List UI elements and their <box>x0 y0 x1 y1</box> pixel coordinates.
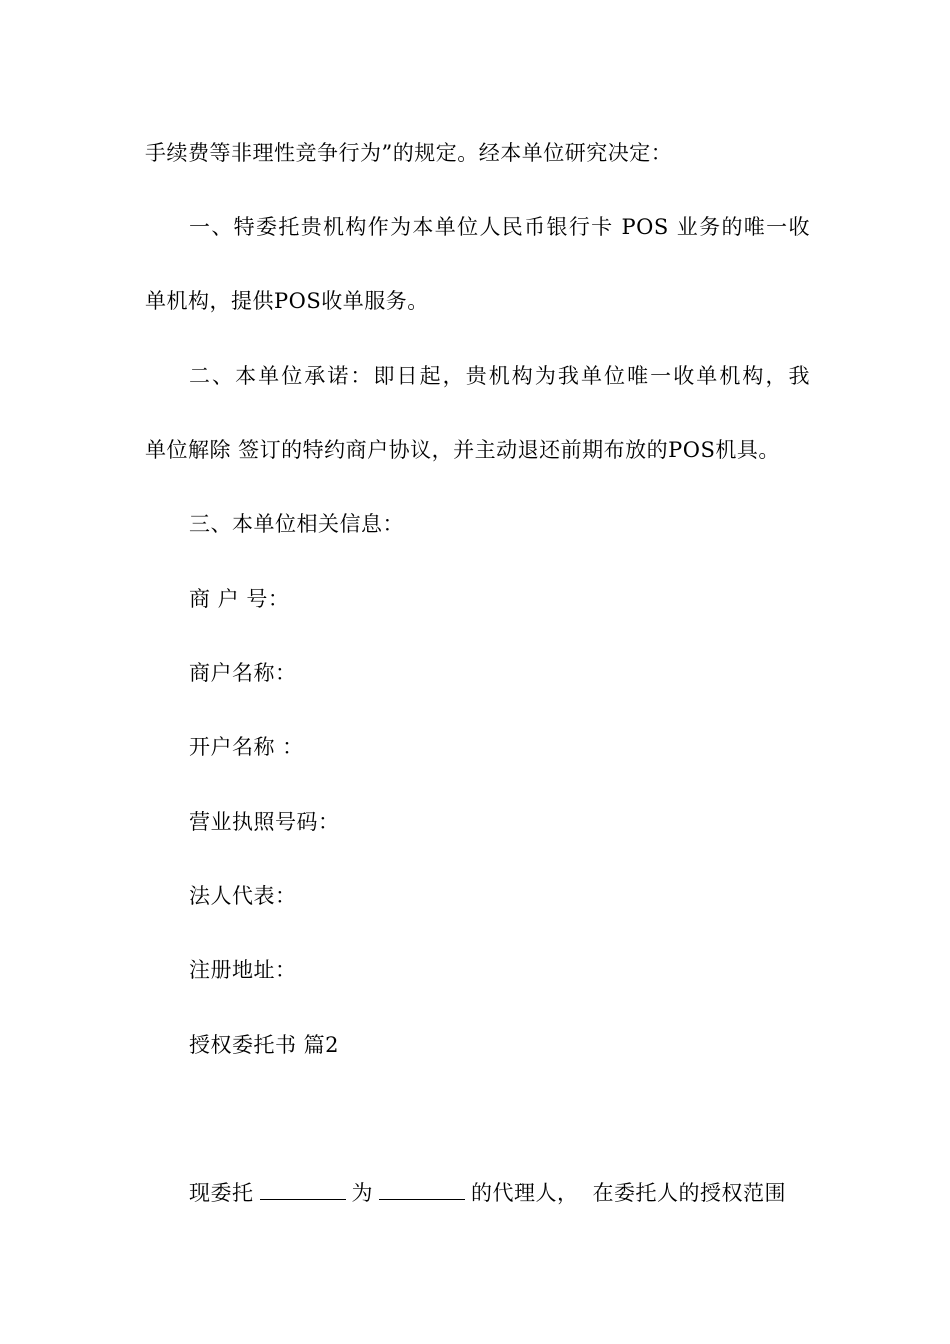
section-title-part-2: 授权委托书 篇2 <box>189 1033 340 1057</box>
paragraph-line-4: 二、本单位承诺：即日起，贵机构为我单位唯一收单机构，我 <box>189 364 810 388</box>
paragraph-line-2: 一、特委托贵机构作为本单位人民币银行卡 POS 业务的唯一收 <box>189 215 810 239</box>
blank-field-principal <box>379 1179 465 1200</box>
paragraph-line-3: 单机构，提供POS收单服务。 <box>145 289 429 313</box>
delegation-text-4: 在委托人的授权范围 <box>592 1181 786 1205</box>
paragraph-line-1: 手续费等非理性竞争行为”的规定。经本单位研究决定： <box>145 141 673 165</box>
blank-field-agent <box>260 1179 346 1200</box>
field-account-name: 开户名称 ： <box>189 735 304 759</box>
section-heading-info: 三、本单位相关信息： <box>189 512 404 536</box>
field-merchant-number: 商 户 号： <box>189 587 290 611</box>
field-business-license: 营业执照号码： <box>189 810 340 834</box>
paragraph-delegation <box>189 1178 810 1208</box>
field-registered-address: 注册地址： <box>189 958 297 982</box>
paragraph-line-5: 单位解除 签订的特约商户协议，并主动退还前期布放的POS机具。 <box>145 438 780 462</box>
field-legal-representative: 法人代表： <box>189 884 297 908</box>
field-merchant-name: 商户名称： <box>189 661 297 685</box>
delegation-text-3: 的代理人， <box>471 1181 579 1205</box>
delegation-text-1: 现委托 <box>189 1181 254 1205</box>
delegation-text-2: 为 <box>351 1181 373 1205</box>
